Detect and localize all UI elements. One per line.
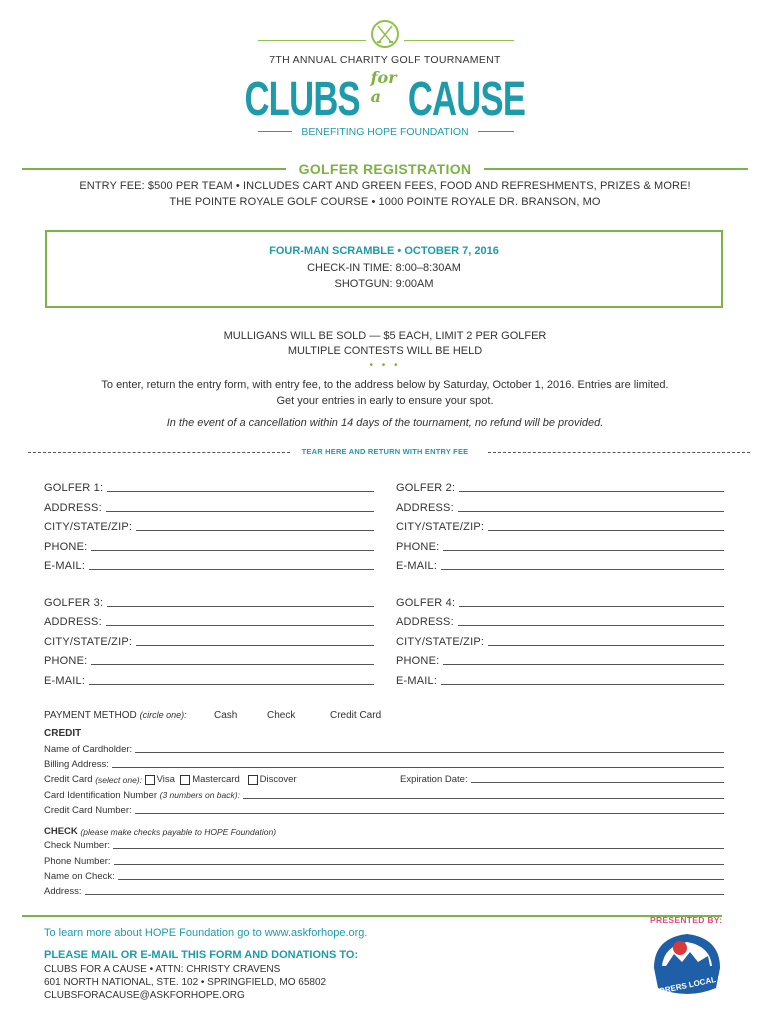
mail-line-1: CLUBS FOR A CAUSE • ATTN: CHRISTY CRAVENS: [44, 964, 281, 975]
field-label: [44, 790, 243, 801]
payment-label: PAYMENT METHOD: [44, 710, 137, 721]
benefit-rule-right: [478, 131, 514, 132]
header-rule-left: [258, 40, 366, 41]
golfer-2-phone-field[interactable]: [396, 539, 724, 553]
benefiting-line: BENEFITING HOPE FOUNDATION: [301, 126, 469, 138]
svg-text:LABORERS LOCAL 663: LABORERS LOCAL 663: [646, 971, 728, 1000]
golfer-2-city-field[interactable]: [396, 519, 724, 533]
card-id-field[interactable]: [44, 789, 724, 801]
golfer-4-phone-field[interactable]: [396, 653, 724, 667]
laborers-local-logo: [646, 928, 728, 1000]
course-line: THE POINTE ROYALE GOLF COURSE • 1000 POINTE ROYALE DR. BRANSON, MO: [169, 196, 601, 208]
field-label: Credit Card Number:: [44, 805, 132, 816]
discover-label: Discover: [259, 774, 297, 785]
field-label: PHONE:: [396, 541, 440, 553]
logo-for-a: for a: [370, 68, 397, 106]
field-label: Phone Number:: [44, 856, 111, 867]
learn-more-line: To learn more about HOPE Foundation go to www.askforhope.org.: [44, 927, 368, 939]
event-logo: [244, 68, 525, 126]
footer-rule: [22, 915, 722, 917]
billing-address-field[interactable]: [44, 758, 724, 770]
check-phone-field[interactable]: [44, 855, 724, 867]
expiration-date-field[interactable]: [400, 773, 724, 785]
field-label: GOLFER 1:: [44, 482, 104, 494]
payment-method-label: [44, 710, 187, 721]
field-label: PHONE:: [396, 655, 440, 667]
mail-email: CLUBSFORACAUSE@ASKFORHOPE.ORG: [44, 990, 245, 1001]
field-label: Expiration Date:: [400, 774, 468, 785]
discover-checkbox[interactable]: [248, 775, 258, 785]
field-label: ADDRESS:: [44, 502, 102, 514]
golfer-1-name-field[interactable]: [44, 480, 374, 494]
field-label: E-MAIL:: [44, 675, 86, 687]
card-id-label: Card Identification Number: [44, 790, 157, 801]
tear-line-right: [488, 452, 750, 453]
mail-title: PLEASE MAIL OR E-MAIL THIS FORM AND DONATIONS TO:: [44, 949, 359, 961]
field-label: CITY/STATE/ZIP:: [44, 521, 133, 533]
card-id-hint: (3 numbers on back):: [159, 790, 240, 800]
field-label: GOLFER 3:: [44, 597, 104, 609]
payment-option-credit[interactable]: Credit Card: [330, 710, 382, 721]
check-title: CHECK: [44, 826, 78, 837]
golf-clubs-icon: [371, 20, 399, 48]
golfer-2-name-field[interactable]: [396, 480, 724, 494]
field-label: Check Number:: [44, 840, 110, 851]
field-label: E-MAIL:: [44, 560, 86, 572]
shotgun-time: SHOTGUN: 9:00AM: [334, 278, 434, 290]
field-label: GOLFER 2:: [396, 482, 456, 494]
golfer-3-phone-field[interactable]: [44, 653, 374, 667]
field-label: Address:: [44, 886, 82, 897]
early-entry-note: Get your entries in early to ensure your spot.: [276, 395, 494, 407]
field-label: PHONE:: [44, 655, 88, 667]
golfer-4-email-field[interactable]: [396, 673, 724, 687]
registration-title: GOLFER REGISTRATION: [298, 161, 472, 177]
check-hint: (please make checks payable to HOPE Foundation): [80, 827, 277, 837]
golfer-2-email-field[interactable]: [396, 558, 724, 572]
payment-option-cash[interactable]: Cash: [214, 710, 238, 721]
field-label: PHONE:: [44, 541, 88, 553]
tear-instruction: TEAR HERE AND RETURN WITH ENTRY FEE: [301, 447, 469, 456]
mail-line-2: 601 NORTH NATIONAL, STE. 102 • SPRINGFIELD, MO 65802: [44, 977, 327, 988]
golfer-4-name-field[interactable]: [396, 595, 724, 609]
field-label: Name of Cardholder:: [44, 744, 133, 755]
contests-line: MULTIPLE CONTESTS WILL BE HELD: [287, 345, 483, 357]
golfer-2-address-field[interactable]: [396, 500, 724, 514]
field-label: ADDRESS:: [396, 616, 454, 628]
golfer-4-city-field[interactable]: [396, 634, 724, 648]
logo-clubs: CLUBS: [244, 73, 361, 126]
cardholder-field[interactable]: [44, 743, 724, 755]
check-section-title: [44, 825, 276, 837]
mastercard-checkbox[interactable]: [180, 775, 190, 785]
golfer-4-address-field[interactable]: [396, 614, 724, 628]
check-name-field[interactable]: [44, 870, 724, 882]
payment-option-check[interactable]: Check: [267, 710, 296, 721]
enter-instructions: To enter, return the entry form, with entry fee, to the address below by Saturday, October 1, 2016. Entries are limited.: [101, 379, 669, 391]
event-title: FOUR-MAN SCRAMBLE • OCTOBER 7, 2016: [269, 245, 499, 257]
check-address-field[interactable]: [44, 885, 724, 897]
credit-card-type-row: [44, 773, 297, 785]
entry-fee-line: ENTRY FEE: $500 PER TEAM • INCLUDES CART AND GREEN FEES, FOOD AND REFRESHMENTS, PRIZES & MORE!: [79, 180, 691, 192]
visa-checkbox[interactable]: [145, 775, 155, 785]
field-label: Name on Check:: [44, 871, 115, 882]
field-label: ADDRESS:: [396, 502, 454, 514]
tournament-title: 7TH ANNUAL CHARITY GOLF TOURNAMENT: [269, 54, 501, 66]
golfer-1-phone-field[interactable]: [44, 539, 374, 553]
field-label: CITY/STATE/ZIP:: [396, 636, 485, 648]
golfer-1-city-field[interactable]: [44, 519, 374, 533]
header-rule-right: [404, 40, 514, 41]
mulligans-line: MULLIGANS WILL BE SOLD — $5 EACH, LIMIT 2 PER GOLFER: [223, 330, 547, 342]
card-number-field[interactable]: [44, 804, 724, 816]
presented-by: PRESENTED BY:: [650, 915, 723, 925]
golfer-3-address-field[interactable]: [44, 614, 374, 628]
logo-cause: CAUSE: [407, 73, 525, 126]
payment-hint: (circle one):: [139, 710, 187, 720]
visa-label: Visa: [156, 774, 175, 785]
event-details-box: [45, 230, 723, 308]
registration-rule-right: [484, 168, 748, 170]
golfer-3-email-field[interactable]: [44, 673, 374, 687]
golfer-3-name-field[interactable]: [44, 595, 374, 609]
golfer-3-city-field[interactable]: [44, 634, 374, 648]
golfer-1-email-field[interactable]: [44, 558, 374, 572]
card-type-hint: (select one):: [95, 775, 142, 785]
refund-policy: In the event of a cancellation within 14 days of the tournament, no refund will be provided.: [166, 417, 604, 429]
mastercard-label: Mastercard: [192, 774, 240, 785]
divider-dots: • • •: [369, 360, 401, 371]
field-label: GOLFER 4:: [396, 597, 456, 609]
field-label: Billing Address:: [44, 759, 109, 770]
checkin-time: CHECK-IN TIME: 8:00–8:30AM: [307, 262, 461, 274]
card-type-label: Credit Card: [44, 774, 93, 785]
field-label: CITY/STATE/ZIP:: [44, 636, 133, 648]
credit-section-title: CREDIT: [44, 728, 82, 739]
field-label: CITY/STATE/ZIP:: [396, 521, 485, 533]
golfer-1-address-field[interactable]: [44, 500, 374, 514]
field-label: E-MAIL:: [396, 675, 438, 687]
field-label: E-MAIL:: [396, 560, 438, 572]
check-number-field[interactable]: [44, 839, 724, 851]
field-label: ADDRESS:: [44, 616, 102, 628]
